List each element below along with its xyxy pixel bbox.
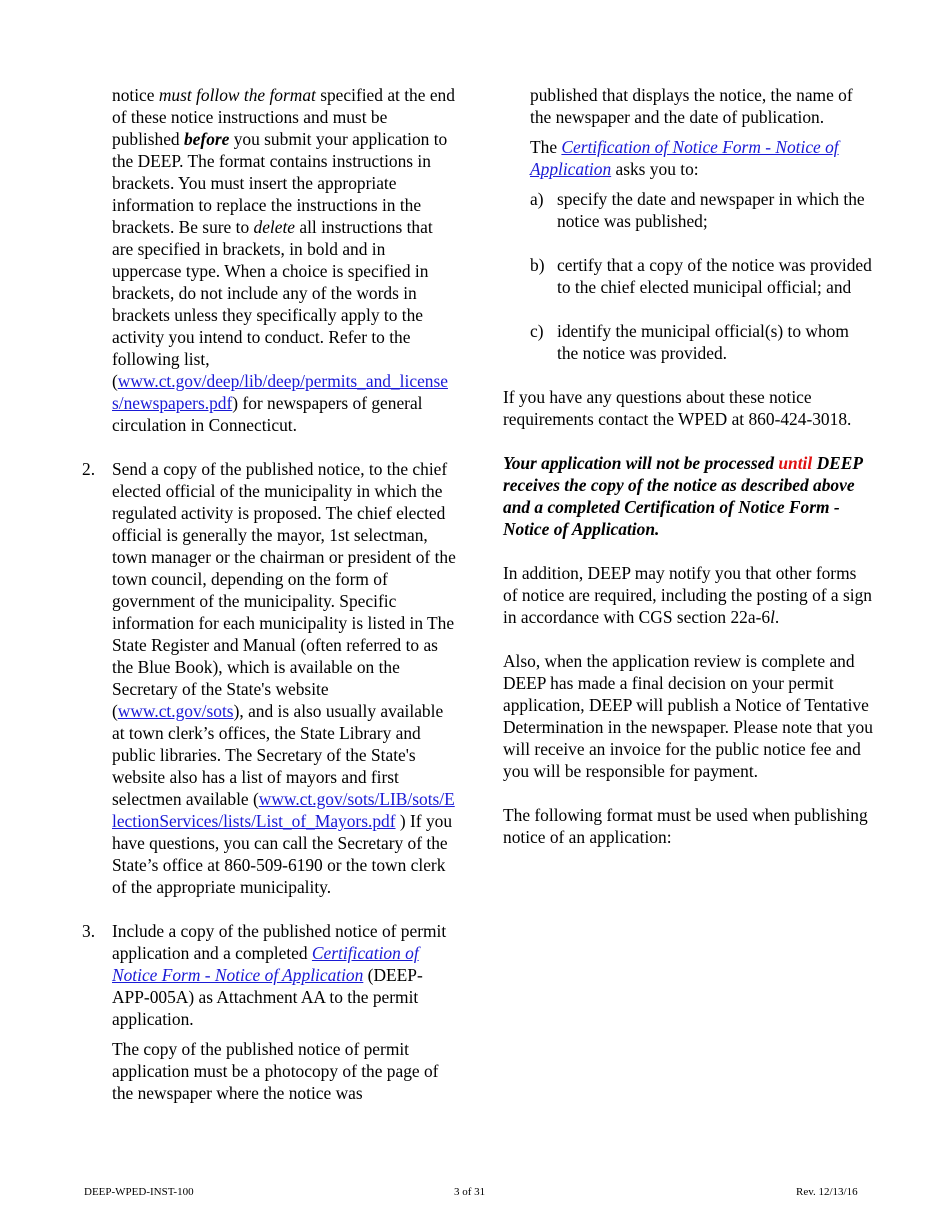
sub-list-item-c: c) identify the municipal official(s) to whom the notice was provided. bbox=[530, 321, 849, 363]
sub-list-item-b: b) certify that a copy of the notice was provided to the chief elected municipal official; and bbox=[530, 255, 872, 297]
right-column bbox=[503, 84, 873, 848]
newspapers-list-link[interactable]: www.ct.gov/deep/lib/deep/permits_and_licenses/newspapers.pdf bbox=[112, 371, 448, 413]
footer-document-id: DEEP-WPED-INST-100 bbox=[84, 1186, 194, 1198]
mayors-list-link[interactable]: www.ct.gov/sots/LIB/sots/ElectionServices/lists/List_of_Mayors.pdf bbox=[112, 789, 455, 831]
sub-list bbox=[503, 188, 873, 364]
footer-revision: Rev. 12/13/16 bbox=[796, 1186, 858, 1198]
list-item-2: 2. Send a copy of the published notice, to the chief elected official of the municipality in which the regulated activity is proposed. The chief elected official is generally the mayor, 1st selectman, town manager or the chairman or president of the town council, depending on the form of government of the municipality. Specific information for each municipality is listed in The State Register and Manual (often referred to as the Blue Book), which is available on the Secretary of the State's website (www.ct.gov/sots), and is also usually available at town clerk’s offices, the State Library and public libraries. The Secretary of the State's website also has a list of mayors and first selectmen available (www.ct.gov/sots/LIB/sots/ElectionServices/lists/List_of_Mayors.pdf ) If you have questions, you can call the Secretary of the State’s office at 860-509-6190 or the town clerk of the appropriate municipality. bbox=[82, 459, 456, 897]
tentative-determination-paragraph: Also, when the application review is complete and DEEP has made a final decision on your permit application, DEEP will publish a Notice of Tentative Determination in the newspaper. Please note that you will receive an invoice for the public notice fee and you will be responsible for payment. bbox=[503, 651, 873, 781]
processing-warning: Your application will not be processed until DEEP receives the copy of the notice as described above and a completed Certification of Notice Form - Notice of Application. bbox=[503, 453, 863, 539]
questions-paragraph: If you have any questions about these notice requirements contact the WPED at 860-424-3018. bbox=[503, 387, 852, 429]
sots-website-link[interactable]: www.ct.gov/sots bbox=[117, 701, 234, 721]
send-copy-paragraph: Send a copy of the published notice, to the chief elected official of the municipality in which the regulated activity is proposed. The chief elected official is generally the mayor, 1st selectman, town manager or the chairman or president of the town council, depending on the form of government of the municipality. Specific information for each municipality is listed in The State Register and Manual (often referred to as the Blue Book), which is available on the Secretary of the State's website (www.ct.gov/sots), and is also usually available at town clerk’s offices, the State Library and public libraries. The Secretary of the State's website also has a list of mayors and first selectmen available (www.ct.gov/sots/LIB/sots/ElectionServices/lists/List_of_Mayors.pdf ) If you have questions, you can call the Secretary of the State’s office at 860-509-6190 or the town clerk of the appropriate municipality. bbox=[112, 459, 456, 897]
left-column bbox=[82, 84, 456, 1104]
certification-paragraph: The Certification of Notice Form - Notice of Application asks you to: bbox=[530, 137, 839, 179]
footer-page-number: 3 of 31 bbox=[454, 1186, 486, 1198]
certification-form-link[interactable]: Certification of Notice Form - Notice of Application bbox=[112, 943, 419, 985]
list-item-3: 3. Include a copy of the published notice of permit application and a completed Certification of Notice Form - Notice of Application (DEEP-APP-005A) as Attachment AA to the permit application. The copy of the published notice of permit application must be a photocopy of the page of the newspaper where the notice was bbox=[82, 920, 456, 1104]
format-intro-paragraph: The following format must be used when publishing notice of an application: bbox=[503, 805, 868, 847]
addition-paragraph: In addition, DEEP may notify you that other forms of notice are required, including the posting of a sign in accordance with CGS section 22a-6l. bbox=[503, 563, 872, 627]
include-copy-paragraph: Include a copy of the published notice of permit application and a completed Certification of Notice Form - Notice of Application (DEEP-APP-005A) as Attachment AA to the permit application. bbox=[112, 921, 447, 1029]
certification-form-link-2[interactable]: Certification of Notice Form - Notice of Application bbox=[530, 137, 839, 179]
sub-list-item-a: a) specify the date and newspaper in which the notice was published; bbox=[530, 189, 865, 231]
photocopy-paragraph: The copy of the published notice of permit application must be a photocopy of the page of the newspaper where the notice was bbox=[112, 1039, 439, 1103]
continuation-paragraph: published that displays the notice, the name of the newspaper and the date of publication. bbox=[530, 85, 853, 127]
notice-format-paragraph: notice must follow the format specified at the end of these notice instructions and must be published before you submit your application to the DEEP. The format contains instructions in brackets. You must insert the appropriate information to replace the instructions in the brackets. Be sure to delete all instructions that are specified in brackets, in bold and in uppercase type. When a choice is specified in brackets, do not include any of the words in brackets unless they specifically apply to the activity you intend to conduct. Refer to the following list, (www.ct.gov/deep/lib/deep/permits_and_licenses/newspapers.pdf) for newspapers of general circulation in Connecticut. bbox=[112, 85, 455, 435]
